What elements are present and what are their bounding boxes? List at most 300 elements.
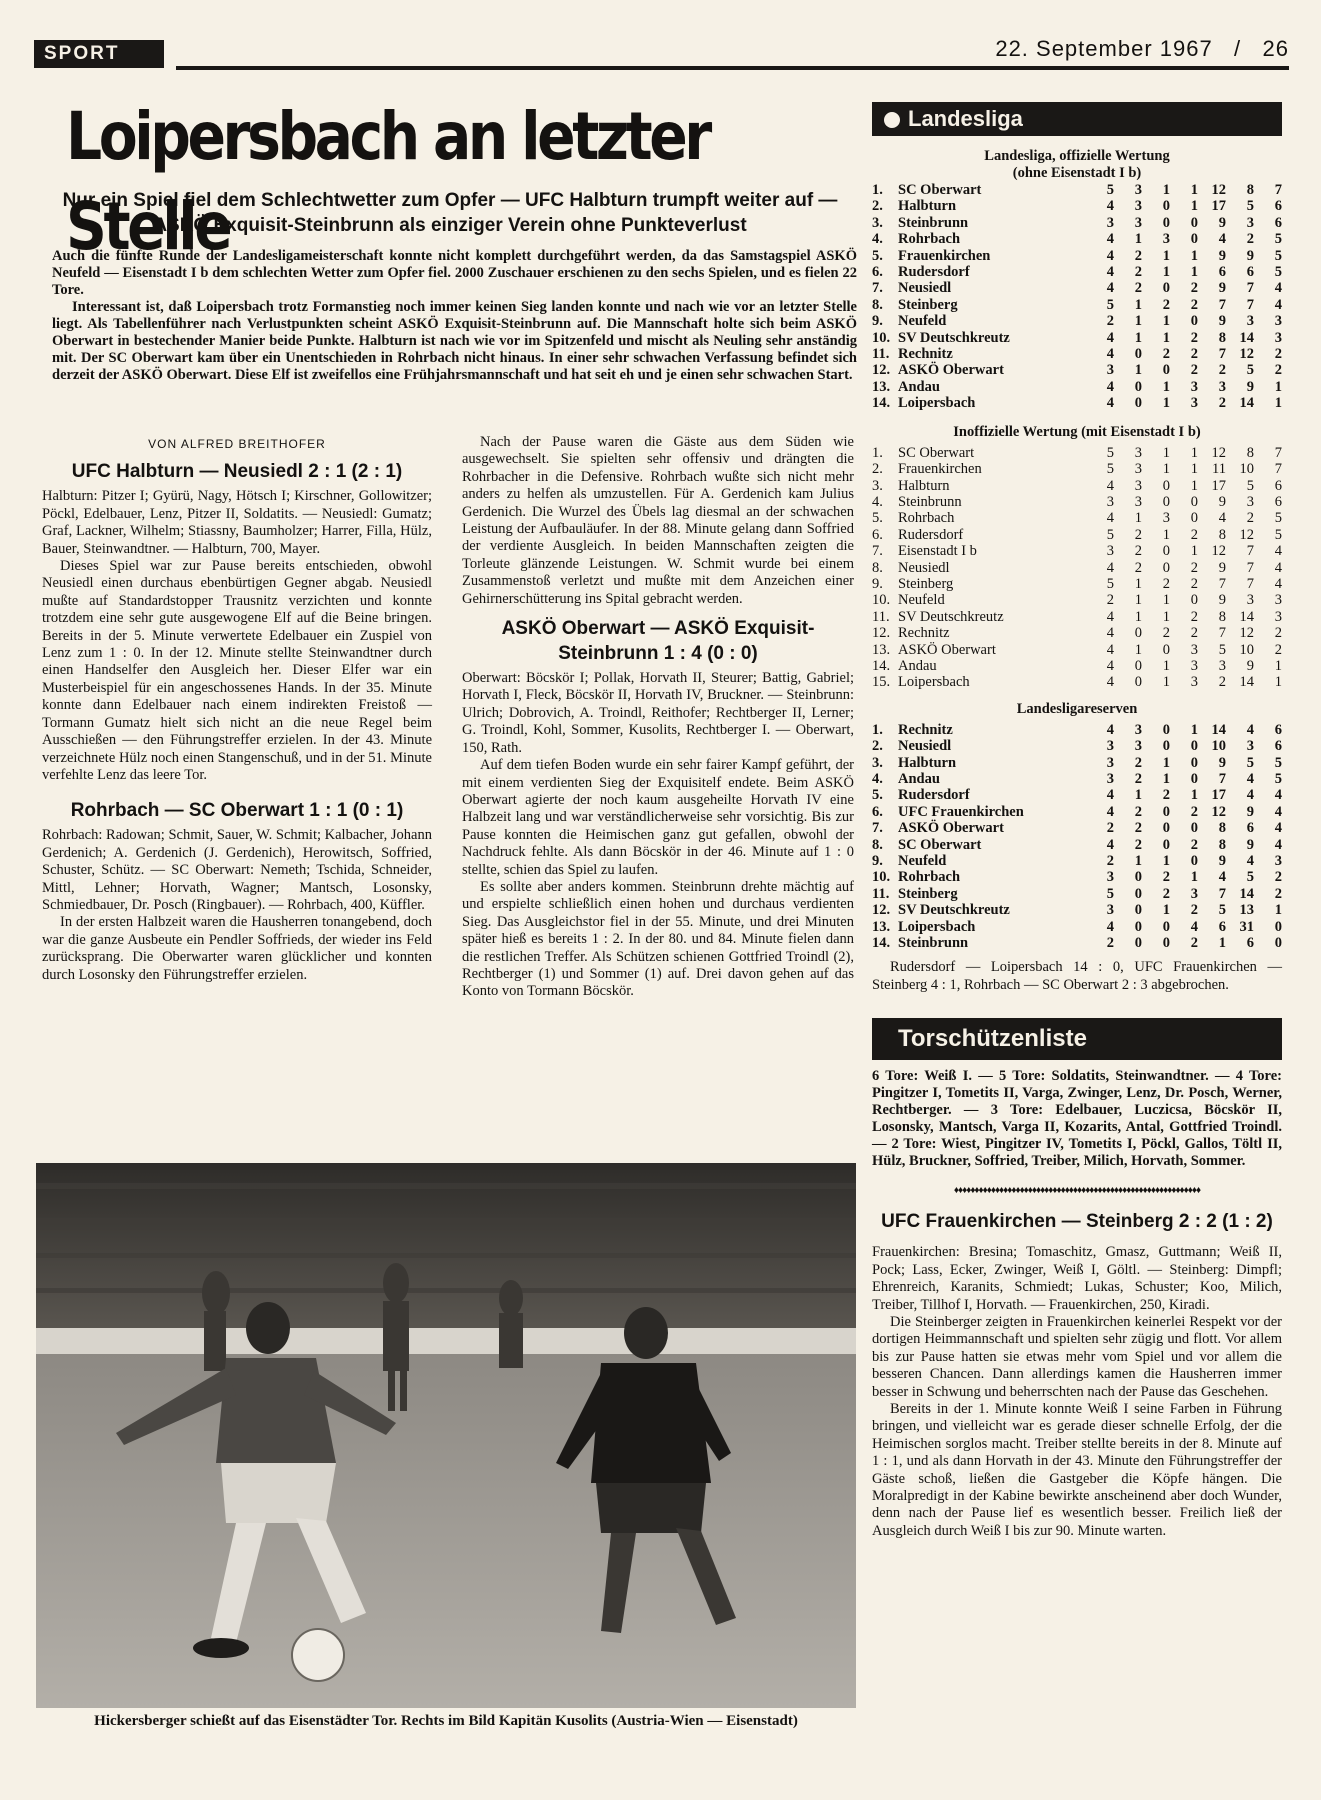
stat-cell: 3 [1106,493,1114,510]
stat-cell: 3 [1134,738,1142,755]
stat-cell: 0 [1190,738,1198,755]
rank-cell: 9. [872,575,883,592]
team-cell: Neusiedl [898,280,952,297]
stat-cell: 0 [1134,674,1142,691]
stat-cell: 5 [1106,444,1114,461]
rank-cell: 7. [872,820,883,837]
stat-cell: 1 [1190,543,1198,560]
table-row [872,330,1282,346]
stat-cell: 2 [1274,641,1282,658]
stat-cell: 8 [1218,608,1226,625]
rank-cell: 2. [872,461,883,478]
stat-cell: 7 [1246,543,1254,560]
team-cell: UFC Frauenkirchen [898,803,1024,820]
stat-cell: 2 [1190,625,1198,642]
team-cell: ASKÖ Oberwart [898,641,996,658]
stat-cell: 4 [1106,378,1114,395]
stat-cell: 1 [1162,526,1170,543]
team-cell: Rohrbach [898,869,961,886]
stat-cell: 3 [1246,493,1254,510]
team-cell: Neufeld [898,313,947,330]
stat-cell: 1 [1162,592,1170,609]
stat-cell: 1 [1274,395,1282,412]
stat-cell: 2 [1274,346,1282,363]
team-cell: Rechnitz [898,625,950,642]
stat-cell: 3 [1134,721,1142,738]
stat-cell: 1 [1134,510,1142,527]
rank-cell: 10. [872,869,891,886]
match-title: Rohrbach — SC Oberwart 1 : 1 (0 : 1) [70,800,404,822]
section-tag-scorers: Torschützenliste [872,1018,1282,1060]
stat-cell: 6 [1274,477,1282,494]
stat-cell: 4 [1106,477,1114,494]
stat-cell: 2 [1274,625,1282,642]
stat-cell: 2 [1134,264,1142,281]
stat-cell: 3 [1190,657,1198,674]
rank-cell: 1. [872,721,883,738]
stat-cell: 1 [1274,902,1282,919]
stat-cell: 3 [1134,444,1142,461]
stat-cell: 2 [1190,346,1198,363]
table-row [872,280,1282,296]
stat-cell: 2 [1218,395,1226,412]
stat-cell: 0 [1190,214,1198,231]
stat-cell: 7 [1218,885,1226,902]
lead-paragraph: Interessant ist, daß Loipersbach trotz Formanstieg noch immer keinen Sieg landen konnte und nach wie vor an letzter Stelle liegt. Als Tabellenführer nach Verlustpunkten scheint ASKÖ Exquisit-Steinbrunn auf. Die Mannschaft holte sich beim ASKÖ Oberwart in bestechender Manier beide Punkte. Halbturn ist nach wie vor im Spitzenfeld und mischt als Neuling sehr anständig mit. Der SC Oberwart kam über ein Unentschieden in Rohrbach nicht hinaus. In einer sehr schwachen Verfassung befindet sich derzeit der ASKÖ Oberwart. Diese Elf ist zweifellos eine Frühjahrsmannschaft und hat seit eh und je einen sehr schwachen Start. [52,299,857,383]
stat-cell: 1 [1162,608,1170,625]
stat-cell: 0 [1190,510,1198,527]
stat-cell: 1 [1162,313,1170,330]
stat-cell: 7 [1246,296,1254,313]
stat-cell: 17 [1211,477,1226,494]
table-row [872,820,1282,836]
stat-cell: 4 [1274,280,1282,297]
team-cell: Loipersbach [898,395,976,412]
match-report: Bereits in der 1. Minute konnte Weiß I seine Farben in Führung bringen, und vielleicht war es gerade dieser schnelle Erfolg, der die Heimischen sorglos macht. Treiber stellte bereits in der 8. Minute auf 1 : 1, und als dann Horvath in der 43. Minute den Führungstreffer der Gäste schoß, ließen die Gastgeber die Köpfe hängen. Die Moralpredigt in der Kabine bewirkte anscheinend aber doch Wunder, denn nach der Pause lief es wesentlich besser. Freilich ließ der Ausgleich durch Weiß I bis zur 90. Minute warten. [872,1400,1282,1539]
stat-cell: 3 [1106,214,1114,231]
table-row [872,935,1282,951]
stat-cell: 4 [1106,787,1114,804]
standings-table-official [872,182,1282,412]
stat-cell: 3 [1218,657,1226,674]
stat-cell: 2 [1190,803,1198,820]
stat-cell: 2 [1134,247,1142,264]
team-cell: Rohrbach [898,510,955,527]
stat-cell: 1 [1162,771,1170,787]
stat-cell: 5 [1106,575,1114,592]
stat-cell: 2 [1190,329,1198,346]
stat-cell: 4 [1274,575,1282,592]
stat-cell: 2 [1162,625,1170,642]
table-subtitle: (ohne Eisenstadt I b) [1012,165,1142,181]
rank-cell: 3. [872,214,883,231]
stat-cell: 2 [1190,526,1198,543]
stat-cell: 2 [1190,296,1198,313]
stat-cell: 9 [1218,280,1226,297]
stat-cell: 4 [1106,608,1114,625]
stat-cell: 4 [1274,836,1282,853]
stat-cell: 9 [1218,247,1226,264]
table-row [872,215,1282,231]
team-cell: Steinberg [898,885,958,902]
section-tag-sport: SPORT [34,40,164,68]
table-row [872,494,1282,510]
stat-cell: 5 [1274,526,1282,543]
stat-cell: 31 [1239,918,1254,935]
table-row [872,461,1282,477]
stat-cell: 1 [1190,461,1198,478]
table-row [872,658,1282,674]
rank-cell: 11. [872,885,890,902]
stat-cell: 2 [1162,575,1170,592]
stat-cell: 3 [1190,885,1198,902]
table-title: Landesliga, offizielle Wertung [984,148,1170,164]
reserves-note-text: Rudersdorf — Loipersbach 14 : 0, UFC Frauenkirchen — Steinberg 4 : 1, Rohrbach — SC Oberwart 2 : 3 abgebrochen. [872,959,1282,993]
stat-cell: 1 [1190,182,1198,198]
stat-cell: 2 [1218,362,1226,379]
stat-cell: 1 [1134,313,1142,330]
rank-cell: 8. [872,836,883,853]
rank-cell: 3. [872,754,883,771]
stat-cell: 4 [1106,836,1114,853]
team-cell: Neufeld [898,592,945,609]
stat-cell: 1 [1162,902,1170,919]
rank-cell: 2. [872,198,883,215]
stat-cell: 0 [1274,918,1282,935]
table-row [872,313,1282,329]
stat-cell: 1 [1134,853,1142,870]
stat-cell: 5 [1246,362,1254,379]
table-row [872,198,1282,214]
stat-cell: 1 [1218,935,1226,952]
stat-cell: 5 [1106,461,1114,478]
stat-cell: 3 [1106,771,1114,787]
team-cell: Frauenkirchen [898,247,991,264]
stat-cell: 3 [1106,902,1114,919]
table-row [872,642,1282,658]
stat-cell: 0 [1162,721,1170,738]
team-cell: ASKÖ Oberwart [898,362,1004,379]
stat-cell: 3 [1134,214,1142,231]
stat-cell: 0 [1190,231,1198,248]
table-row [872,609,1282,625]
stat-cell: 1 [1134,296,1142,313]
stat-cell: 9 [1218,853,1226,870]
stat-cell: 9 [1218,592,1226,609]
stat-cell: 2 [1134,280,1142,297]
team-cell: Rohrbach [898,231,961,248]
stat-cell: 2 [1246,231,1254,248]
stat-cell: 4 [1106,674,1114,691]
stat-cell: 1 [1134,329,1142,346]
rank-cell: 1. [872,444,883,461]
stat-cell: 4 [1274,803,1282,820]
rank-cell: 4. [872,493,883,510]
scorers-text: 6 Tore: Weiß I. — 5 Tore: Soldatits, Steinwandtner. — 4 Tore: Pingitzer I, Tometits II, Varga, Zwinger, Lenz, Dr. Posch, Werner, Rechtberger. — 3 Tore: Edelbauer, Luczicsa, Böcskör II, Losonsky, Mantsch, Varga II, Kozarits, Antal, Gottfried Troindl. — 2 Tore: Wiest, Pingitzer IV, Tometits I, Pöckl, Gallos, Töltl II, Hülz, Bruckner, Soffried, Treiber, Milich, Horvath, Sommer. [872,1068,1282,1170]
standings-table-reserves [872,722,1282,952]
stat-cell: 1 [1134,641,1142,658]
stat-cell: 2 [1274,362,1282,379]
rank-cell: 12. [872,625,891,642]
article-column-2 [462,434,854,1001]
stat-cell: 1 [1190,247,1198,264]
stat-cell: 6 [1274,721,1282,738]
stat-cell: 0 [1274,935,1282,952]
match-lineup: Frauenkirchen: Bresina; Tomaschitz, Gmasz, Guttmann; Weiß II, Pock; Lass, Ecker, Zwinger, Weiß I, Göltl. — Steinberg: Dimpfl; Ehrenreich, Karanits, Schmiedt; Lukas, Schuster; Koo, Milich, Treiber, Tillhof I, Horvath. — Frauenkirchen, 250, Kiradi. [872,1244,1282,1313]
stat-cell: 1 [1162,444,1170,461]
stat-cell: 5 [1246,477,1254,494]
stat-cell: 2 [1218,674,1226,691]
stat-cell: 3 [1274,608,1282,625]
stat-cell: 13 [1239,902,1254,919]
stat-cell: 14 [1239,395,1254,412]
stat-cell: 1 [1162,378,1170,395]
stat-cell: 4 [1274,543,1282,560]
stat-cell: 0 [1162,559,1170,576]
match-report: Dieses Spiel war zur Pause bereits entschieden, obwohl Neusiedl einen durchaus ebenbürtigen Gegner abgab. Neusiedl mußte auf Standardstopper Trausnitz verzichten und konnte trotzdem eine sehr gute ausgewogene Elf auf die Beine bringen. Bereits in der 5. Minute verwertete Edelbauer ein Zuspiel von Lenz zum 1 : 0. In der 12. Minute stellte Steinwandtner durch einen Handselfer den Ausgleich her. Dieser Elfer war ein Musterbeispiel für ein angeschossenes Hands. In der 35. Minute konnte dann Edelbauer nach einem indirekten Freistoß — Tormann Gumatz hielt sich nicht an die neue Regel beim Ausschießen — den Führungstreffer erzielen. In der 43. Minute verzeichnete Hülz noch einen Stangenschuß, und in der 51. Minute verfehlte Lenz das leere Tor. [42,558,432,783]
stat-cell: 7 [1218,346,1226,363]
stat-cell: 4 [1106,721,1114,738]
stat-cell: 4 [1106,641,1114,658]
stat-cell: 1 [1162,264,1170,281]
table-row [872,625,1282,641]
stat-cell: 0 [1134,625,1142,642]
stat-cell: 7 [1246,280,1254,297]
stat-cell: 0 [1134,902,1142,919]
stat-cell: 5 [1274,510,1282,527]
rank-cell: 14. [872,395,891,412]
stat-cell: 9 [1218,313,1226,330]
rank-cell: 12. [872,362,891,379]
stat-cell: 8 [1218,526,1226,543]
team-cell: Neusiedl [898,559,950,576]
stat-cell: 14 [1239,885,1254,902]
rank-cell: 12. [872,902,891,919]
stat-cell: 7 [1274,444,1282,461]
table-row [872,771,1282,787]
stat-cell: 7 [1218,575,1226,592]
stat-cell: 7 [1218,296,1226,313]
match-report: Die Steinberger zeigten in Frauenkirchen keinerlei Respekt vor der dortigen Heimmannschaft und spielten sehr zügig und flott. Vor allem bis zur Pause hatten sie etwas mehr vom Spiel und vor allem die besseren Chancen. Dann allerdings kamen die Hausherren immer besser in Schwung und beherrschten nach der Pause das Geschehen. [872,1313,1282,1400]
stat-cell: 12 [1211,444,1226,461]
stat-cell: 3 [1162,231,1170,248]
stat-cell: 6 [1218,264,1226,281]
team-cell: Rechnitz [898,346,953,363]
team-cell: Rudersdorf [898,526,964,543]
team-cell: SV Deutschkreutz [898,902,1010,919]
stat-cell: 2 [1134,820,1142,837]
stat-cell: 3 [1106,754,1114,771]
section-tag-landesliga [872,102,1282,136]
stat-cell: 4 [1106,510,1114,527]
stat-cell: 4 [1106,803,1114,820]
stat-cell: 1 [1162,754,1170,771]
rank-cell: 6. [872,264,883,281]
stat-cell: 4 [1106,280,1114,297]
stat-cell: 2 [1106,313,1114,330]
table-row [872,527,1282,543]
stat-cell: 12 [1211,803,1226,820]
table-row [872,362,1282,378]
team-cell: Andau [898,657,937,674]
stat-cell: 3 [1274,592,1282,609]
stat-cell: 3 [1246,592,1254,609]
stat-cell: 5 [1274,771,1282,787]
reserves-note [872,959,1282,994]
match-report: In der ersten Halbzeit waren die Hausherren tonangebend, doch war die ganze Ausbeute ein Pendler Soffrieds, der wieder ins Feld zurücksprang. Die Oberwarter waren glücklicher und konnten durch Losonsky den Führungstreffer erzielen. [42,914,432,983]
stat-cell: 2 [1274,869,1282,886]
table-row [872,902,1282,918]
stat-cell: 1 [1134,575,1142,592]
stat-cell: 4 [1106,346,1114,363]
rank-cell: 10. [872,329,891,346]
rank-cell: 8. [872,559,883,576]
rank-cell: 3. [872,477,883,494]
stat-cell: 2 [1106,592,1114,609]
team-cell: Loipersbach [898,674,970,691]
stat-cell: 0 [1134,395,1142,412]
stat-cell: 11 [1212,461,1226,478]
team-cell: Eisenstadt I b [898,543,977,560]
stat-cell: 0 [1190,754,1198,771]
stat-cell: 0 [1190,493,1198,510]
stat-cell: 7 [1274,182,1282,198]
stat-cell: 5 [1274,264,1282,281]
rank-cell: 13. [872,378,891,395]
match-report: Auf dem tiefen Boden wurde ein sehr fairer Kampf geführt, der mit einem verdienten Sieg der Exquisitelf endete. Beim ASKÖ Oberwart agierte der noch kaum ausgeheilte Horvath IV eine Halbzeit lang und war verständlicherweise sehr vorsichtig. Bis zur Pause konnten die Heimischen ganz gut gefallen, obwohl der Nachdruck fehlte. Als dann Böcskör in der 46. Minute auf 1 : 0 stellte, schien das Spiel zu laufen. [462,757,854,878]
stat-cell: 1 [1162,674,1170,691]
stat-cell: 8 [1246,444,1254,461]
stat-cell: 8 [1218,820,1226,837]
stat-cell: 3 [1190,395,1198,412]
stat-cell: 6 [1218,918,1226,935]
stat-cell: 0 [1162,836,1170,853]
table-row [872,560,1282,576]
team-cell: Steinberg [898,296,958,313]
table-row [872,804,1282,820]
table-row [872,510,1282,526]
rank-cell: 9. [872,853,883,870]
stat-cell: 2 [1162,787,1170,804]
photo-caption: Hickersberger schießt auf das Eisenstädter Tor. Rechts im Bild Kapitän Kusolits (Austria-Wien — Eisenstadt) [94,1713,798,1729]
team-cell: Andau [898,378,940,395]
match-lineup: Oberwart: Böcskör I; Pollak, Horvath II, Steurer; Battig, Gabriel; Horvath I, Fleck, Böcskör II, Horvath IV, Bruckner. — Steinbrunn: Ulrich; Dobrovich, A. Troindl, Reithofer; Rechtberger II, Lerner; G. Troindl, Kohl, Sommer, Kusolits, Rechtberger I. — Oberwart, 150, Rath. [462,670,854,756]
stat-cell: 0 [1162,280,1170,297]
table-row [872,738,1282,754]
match-lineup: Halbturn: Pitzer I; Gyürü, Nagy, Hötsch I; Kirschner, Gollowitzer; Pöckl, Edelbauer, Lenz, Pitzer II, Soldatits. — Neusiedl: Gumatz; Graf, Lackner, Wilhelm; Stiassny, Baumholzer; Harrer, Filla, Hülz, Bauer, Steinwandtner. — Halbturn, 700, Mayer. [42,488,432,557]
stat-cell: 0 [1162,477,1170,494]
stat-cell: 2 [1134,836,1142,853]
rank-cell: 7. [872,280,883,297]
stat-cell: 3 [1190,378,1198,395]
stat-cell: 0 [1134,918,1142,935]
stat-cell: 1 [1274,657,1282,674]
stat-cell: 6 [1274,738,1282,755]
team-cell: Steinbrunn [898,493,962,510]
team-cell: Rudersdorf [898,264,970,281]
match-title: UFC Halbturn — Neusiedl 2 : 1 (2 : 1) [71,461,403,483]
page-separator: / [1234,36,1242,61]
stat-cell: 10 [1211,738,1226,755]
stat-cell: 0 [1162,641,1170,658]
stat-cell: 9 [1218,493,1226,510]
table-row [872,445,1282,461]
stat-cell: 1 [1190,198,1198,215]
stat-cell: 0 [1162,214,1170,231]
team-cell: SV Deutschkreutz [898,608,1004,625]
stat-cell: 0 [1162,362,1170,379]
rank-cell: 8. [872,296,883,313]
stat-cell: 0 [1162,543,1170,560]
stat-cell: 5 [1246,198,1254,215]
stat-cell: 5 [1218,641,1226,658]
team-cell: Rechnitz [898,721,953,738]
page-header [34,36,1289,76]
stat-cell: 4 [1246,771,1254,787]
table-row [872,886,1282,902]
rank-cell: 2. [872,738,883,755]
stat-cell: 4 [1274,296,1282,313]
stat-cell: 2 [1134,771,1142,787]
table-row [872,297,1282,313]
rank-cell: 1. [872,182,883,198]
article-column-1 [42,436,432,984]
stat-cell: 4 [1106,395,1114,412]
team-cell: Andau [898,771,940,787]
stat-cell: 4 [1106,247,1114,264]
stat-cell: 0 [1134,869,1142,886]
stat-cell: 5 [1274,754,1282,771]
stat-cell: 7 [1246,559,1254,576]
stat-cell: 1 [1134,362,1142,379]
table-row [872,264,1282,280]
stat-cell: 2 [1134,559,1142,576]
table-row [872,395,1282,411]
team-cell: Rudersdorf [898,787,970,804]
table-row [872,869,1282,885]
stat-cell: 9 [1218,754,1226,771]
table-row [872,592,1282,608]
stat-cell: 1 [1162,853,1170,870]
stat-cell: 2 [1134,803,1142,820]
rank-cell: 5. [872,510,883,527]
stat-cell: 14 [1211,721,1226,738]
table-row [872,722,1282,738]
team-cell: Halbturn [898,754,957,771]
scorers-list [872,1068,1282,1170]
stat-cell: 5 [1274,231,1282,248]
stat-cell: 2 [1134,526,1142,543]
stat-cell: 1 [1190,787,1198,804]
stat-cell: 3 [1106,738,1114,755]
stat-cell: 4 [1106,329,1114,346]
rank-cell: 15. [872,674,891,691]
stat-cell: 12 [1239,346,1254,363]
stat-cell: 4 [1246,853,1254,870]
stat-cell: 2 [1162,346,1170,363]
table-row [872,755,1282,771]
stat-cell: 0 [1162,820,1170,837]
match-report: Nach der Pause waren die Gäste aus dem Süden wie ausgewechselt. Sie spielten sehr offensiv und drängten die Rohrbacher in die Defensive. Rohrbach wußte sich nicht mehr anders zu helfen als umzustellen. Für A. Gerdenich kam Julius Gerdenich. Die Wurzel des Übels lag diesmal an der schwachen Leistung der Aufbauläufer. In der 88. Minute gelang dann Soffried der verdiente Ausgleich. In beiden Mannschaften zeigten die Torleute glänzende Leistungen. W. Schmit wurde bei einem Zusammenstoß verletzt und mußte mit dem Anzeichen einer Gehirnerschütterung ins Spital gebracht werden. [462,434,854,607]
stat-cell: 10 [1239,641,1254,658]
stat-cell: 3 [1246,313,1254,330]
stat-cell: 1 [1190,721,1198,738]
stat-cell: 9 [1246,803,1254,820]
stat-cell: 0 [1190,820,1198,837]
stat-cell: 4 [1274,559,1282,576]
rank-cell: 11. [872,346,890,363]
rank-cell: 11. [872,608,890,625]
